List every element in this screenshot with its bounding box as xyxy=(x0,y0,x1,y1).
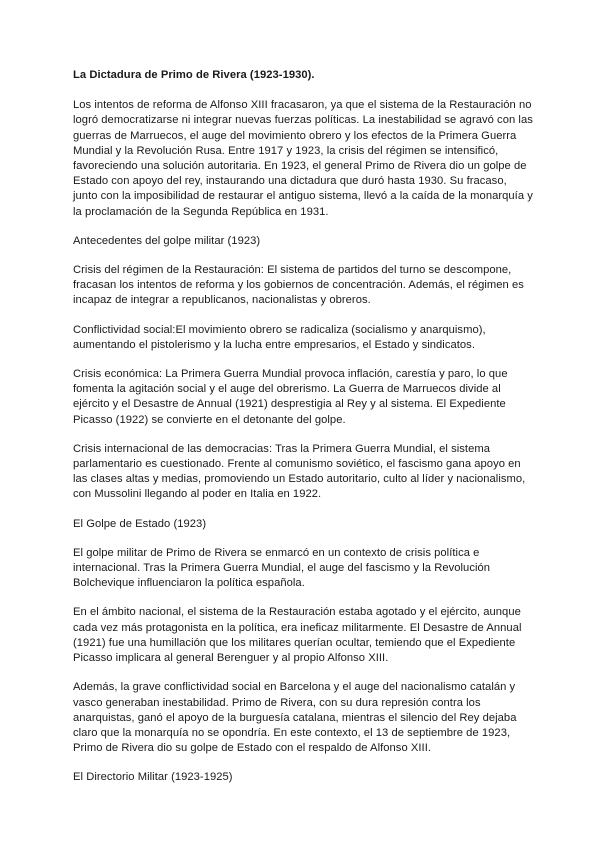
document-page xyxy=(73,68,533,800)
section-heading-directorio: El Directorio Militar (1923-1925) xyxy=(73,771,233,784)
paragraph-conflictividad-barcelona: Además, la grave conflictividad social en Barcelona y el auge del nacionalismo catalán y vasco generaban inestabilidad. Primo de Rivera, con su dura represión contra los anarquistas, ganó el apoyo de la burguesía catalana, mientras el silencio del Rey dejaba claro que la monarquía no se opondría. En este contexto, el 13 de septiembre de 1923, Primo de Rivera dio su golpe de Estado con el respaldo de Alfonso XIII. xyxy=(73,681,517,755)
paragraph-crisis-regimen: Crisis del régimen de la Restauración: El sistema de partidos del turno se descompone, fracasan los intentos de reforma y los gobiernos de concentración. Además, el régimen es incapaz de integrar a republicanos, nacionalistas y obreros. xyxy=(73,264,524,307)
paragraph-crisis-internacional: Crisis internacional de las democracias: Tras la Primera Guerra Mundial, el sistema parlamentario es cuestionado. Frente al comunismo soviético, el fascismo gana apoyo en las clases altas y medias, promoviendo un Estado autoritario, culto al líder y nacionalismo, con Mussolini llegando al poder en Italia en 1922. xyxy=(73,442,526,501)
document-title: La Dictadura de Primo de Rivera (1923-1930). xyxy=(73,69,315,81)
paragraph-ambito-nacional: En el ámbito nacional, el sistema de la Restauración estaba agotado y el ejército, aunque cada vez más protagonista en la política, era ineficaz militarmente. El Desastre de Annual (1921) fue una humillación que los militares querían ocultar, temiendo que el Expediente Picasso implicara al general Berenguer y al propio Alfonso XIII. xyxy=(73,606,522,665)
paragraph-crisis-economica: Crisis económica: La Primera Guerra Mundial provoca inflación, carestía y paro, lo que fomenta la agitación social y el auge del obrerismo. La Guerra de Marruecos divide al ejército y el Desastre de Annual (1921) desprestigia al Rey y al sistema. El Expediente Picasso (1922) se convierte en el detonante del golpe. xyxy=(73,368,508,426)
intro-paragraph: Los intentos de reforma de Alfonso XIII fracasaron, ya que el sistema de la Restauración no logró democratizarse ni integrar nuevas fuerzas políticas. La inestabilidad se agravó con las guerras de Marruecos, el auge del movimiento obrero y los efectos de la Primera Guerra Mundial y la Revolución Rusa. Entre 1917 y 1923, la crisis del régimen se intensificó, favoreciendo una solución autoritaria. En 1923, el general Primo de Rivera dio un golpe de Estado con apoyo del rey, instaurando una dictadura que duró hasta 1930. Su fracaso, junto con la imposibilidad de restaurar el antiguo sistema, llevó a la caída de la monarquía y la proclamación de la Segunda República en 1931. xyxy=(73,99,533,218)
section-heading-antecedentes: Antecedentes del golpe militar (1923) xyxy=(73,234,261,247)
section-heading-golpe: El Golpe de Estado (1923) xyxy=(73,517,207,530)
paragraph-conflictividad-social: Conflictividad social:El movimiento obrero se radicaliza (socialismo y anarquismo), aumentando el pistolerismo y la lucha entre empresarios, el Estado y sindicatos. xyxy=(73,323,486,351)
paragraph-contexto-golpe: El golpe militar de Primo de Rivera se enmarcó en un contexto de crisis política e internacional. Tras la Primera Guerra Mundial, el auge del fascismo y la Revolución Bolchevique influenciaron la política española. xyxy=(73,546,491,590)
